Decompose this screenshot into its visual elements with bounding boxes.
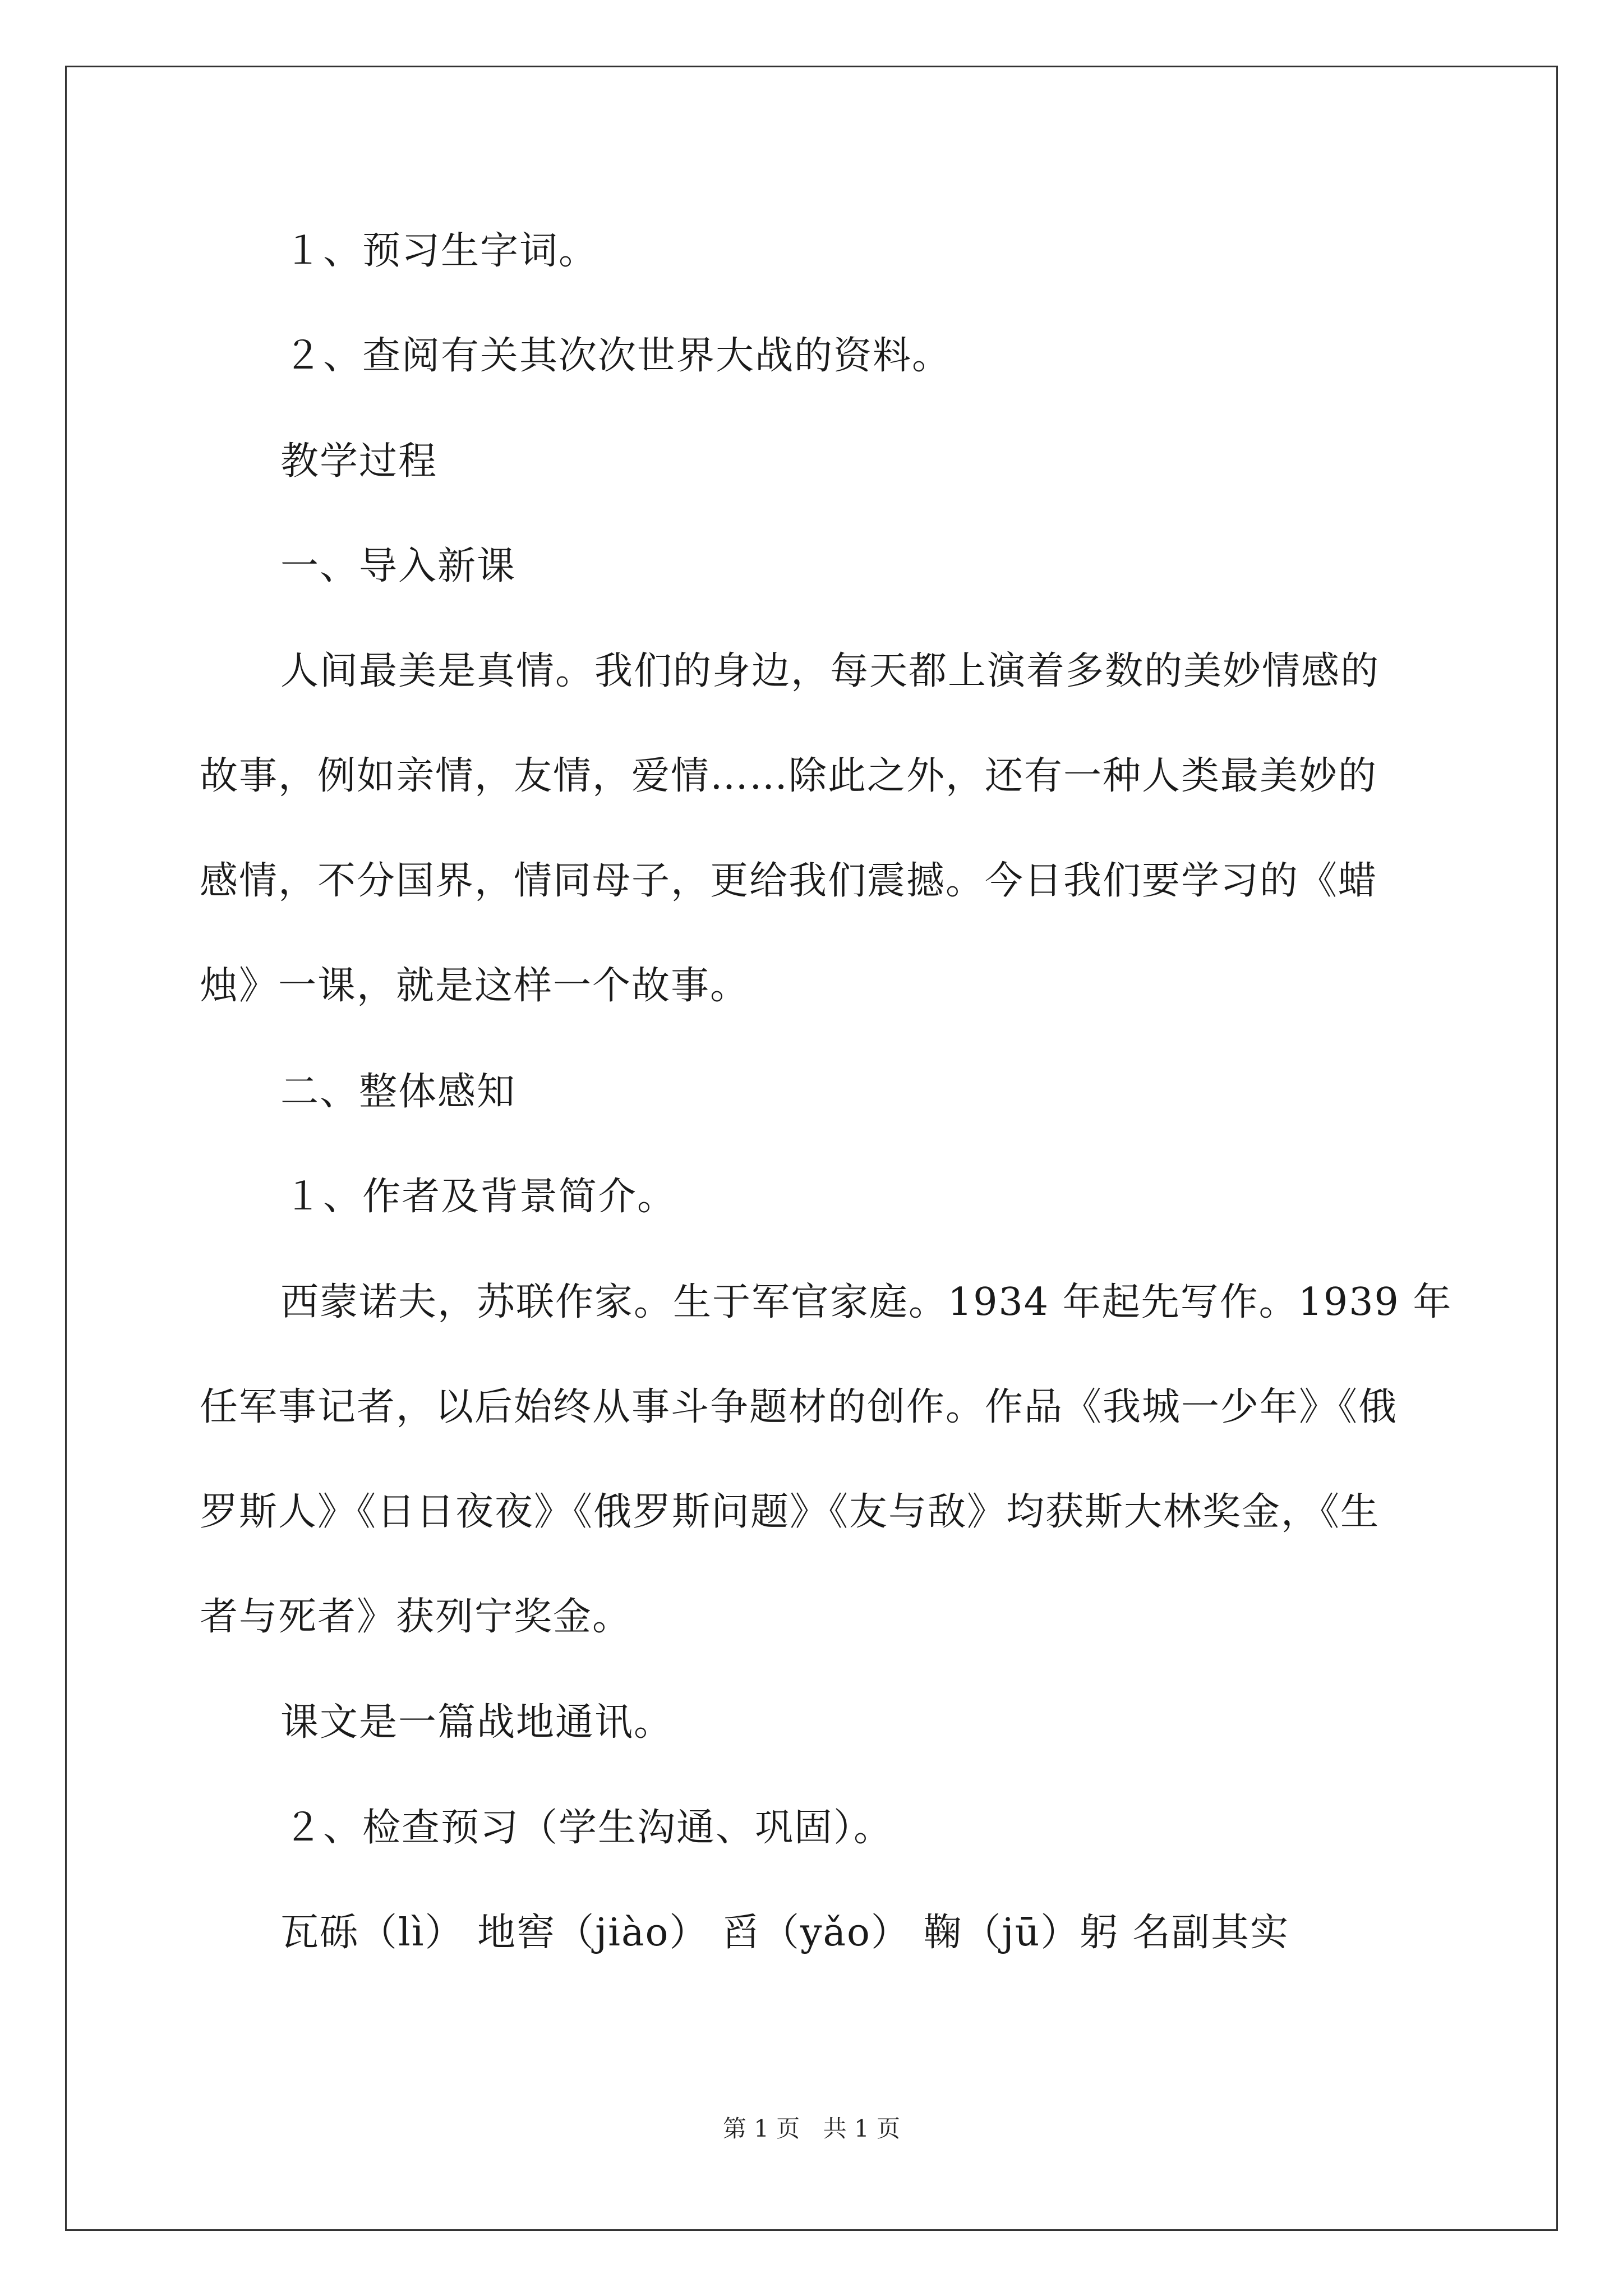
author-line: 者与死者》获列宁奖金。 xyxy=(200,1595,632,1639)
vocabulary-list: 瓦砾（lì） 地窖（jiào） 舀（yǎo） 鞠（jū）躬 名副其实 xyxy=(280,1911,1290,1955)
section-heading-overview: 二、整体感知 xyxy=(280,1070,517,1114)
author-line: 任军事记者，以后始终从事斗争题材的创作。作品《我城一少年》《俄 xyxy=(200,1385,1398,1429)
section-heading-intro: 一、导入新课 xyxy=(280,544,517,588)
page-number: 第 1 页 xyxy=(722,2115,800,2142)
page-total: 共 1 页 xyxy=(823,2115,901,2142)
author-paragraph xyxy=(200,1277,1453,1697)
author-line: 罗斯人》《日日夜夜》《俄罗斯问题》《友与敌》均获斯大林奖金，《生 xyxy=(200,1490,1380,1534)
intro-line: 感情，不分国界，情同母子，更给我们震撼。今日我们要学习的《蜡 xyxy=(200,859,1378,903)
prep-item-2: ２、查阅有关其次次世界大战的资料。 xyxy=(284,334,952,378)
teaching-process-heading: 教学过程 xyxy=(280,439,438,484)
intro-paragraph xyxy=(200,646,1428,1066)
sub-heading-author: １、作者及背景简介。 xyxy=(284,1175,677,1219)
prep-item-1: １、预习生字词。 xyxy=(284,229,598,273)
sub-heading-check-preview: ２、检查预习（学生沟通、巩固）。 xyxy=(284,1806,893,1850)
text-type-note: 课文是一篇战地通讯。 xyxy=(280,1700,674,1745)
intro-line: 烛》一课，就是这样一个故事。 xyxy=(200,964,750,1008)
page-footer xyxy=(0,2115,1623,2143)
intro-line: 故事，例如亲情，友情，爱情……除此之外，还有一种人类最美妙的 xyxy=(200,754,1378,798)
page-border xyxy=(65,66,1558,2231)
intro-line: 人间最美是真情。我们的身边，每天都上演着多数的美妙情感的 xyxy=(280,649,1380,693)
author-line: 西蒙诺夫，苏联作家。生于军官家庭。1934 年起先写作。1939 年 xyxy=(280,1280,1453,1324)
